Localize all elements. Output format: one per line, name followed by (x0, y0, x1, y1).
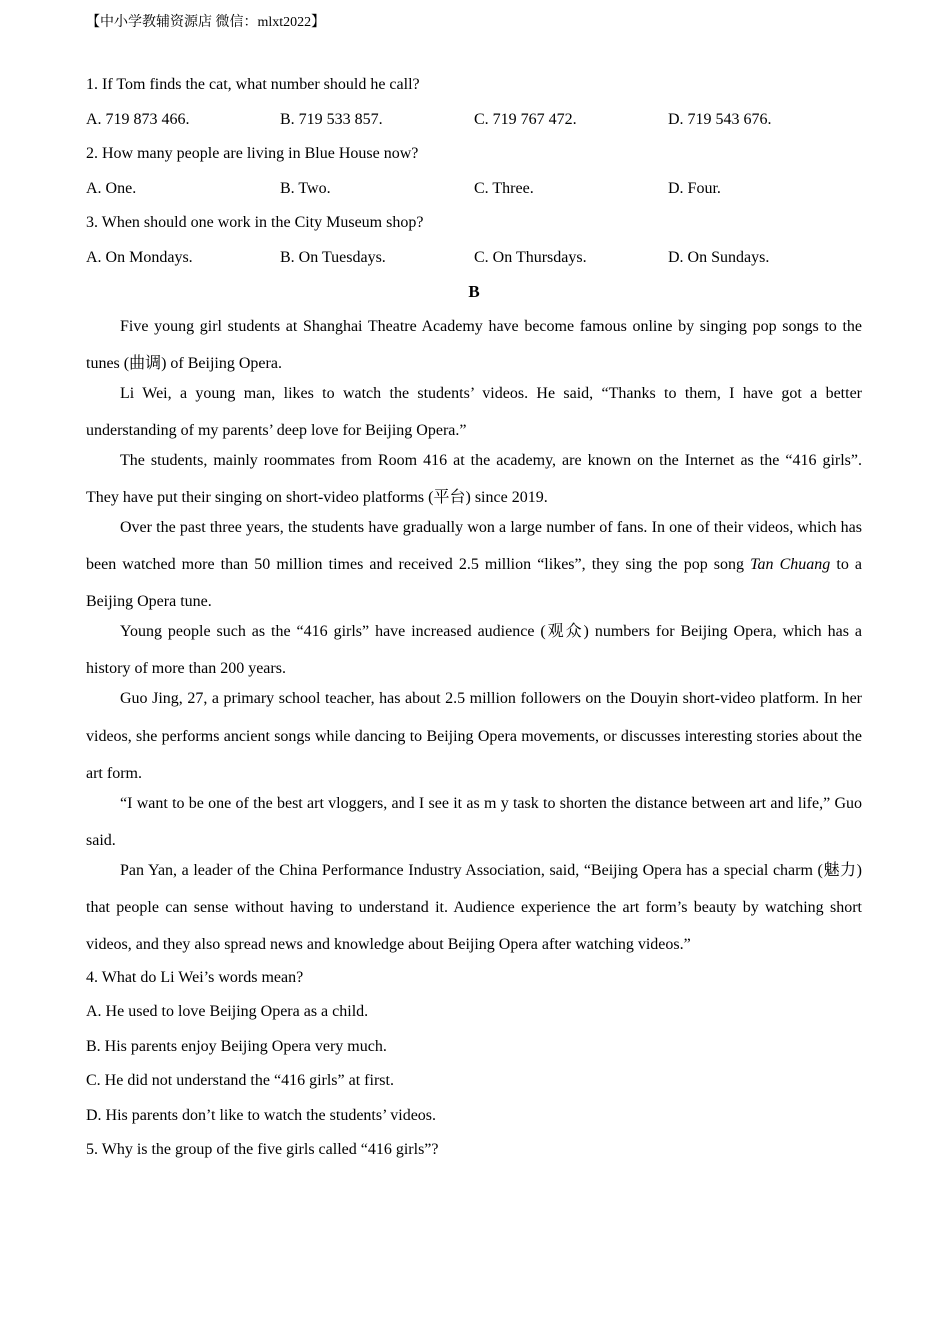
passage-paragraph-4 (86, 509, 862, 621)
passage-paragraph-5: Young people such as the “416 girls” have increased audience (观众) numbers for Beijing Opera, which has a history of more than 200 years. (86, 623, 862, 678)
option-1d: D. 719 543 676. (668, 110, 772, 128)
option-2d: D. Four. (668, 179, 721, 197)
option-4d: D. His parents don’t like to watch the students’ videos. (86, 1106, 437, 1124)
passage-paragraph-1: Five young girl students at Shanghai Theatre Academy have become famous online by singing pop songs to the tunes (曲调) of Beijing Opera. (86, 317, 862, 372)
paragraph-4-text-after: to a Beijing Opera tune. (86, 556, 863, 611)
option-4c: C. He did not understand the “416 girls” at first. (86, 1072, 394, 1090)
passage-paragraph-6: Guo Jing, 27, a primary school teacher, has about 2.5 million followers on the Douyin short-video platform. In her videos, she performs ancient songs while dancing to Beijing Opera movements, or discusses interesting stories about the art form. (86, 690, 862, 782)
paragraph-4-text-before: Over the past three years, the students have gradually won a large number of fans. In one of their videos, which has been watched more than 50 million times and received 2.5 million “likes”, they sing the pop song (86, 518, 862, 574)
passage-paragraph-7: “I want to be one of the best art vloggers, and I see it as m y task to shorten the distance between art and life,” Guo said. (86, 794, 862, 849)
option-1b: B. 719 533 857. (280, 110, 383, 128)
option-3c: C. On Thursdays. (474, 248, 587, 266)
option-3a: A. On Mondays. (86, 248, 193, 266)
option-2c: C. Three. (474, 179, 534, 197)
question-5: 5. Why is the group of the five girls called “416 girls”? (86, 1141, 439, 1159)
option-4a: A. He used to love Beijing Opera as a child. (86, 1003, 369, 1021)
question-2: 2. How many people are living in Blue House now? (86, 145, 419, 162)
option-2b: B. Two. (280, 179, 331, 197)
page-header: 【中小学教辅资源店 微信：mlxt2022】 (86, 15, 326, 30)
question-4: 4. What do Li Wei’s words mean? (86, 968, 304, 986)
option-2a: A. One. (86, 179, 137, 197)
passage-paragraph-8: Pan Yan, a leader of the China Performance Industry Association, said, “Beijing Opera has a special charm (魅力) that people can sense without having to understand it. Audience experience the art form’s beauty by watching short videos, and they also spread news and knowledge about Beijing Opera after watching videos.” (86, 861, 862, 954)
song-title: Tan Chuang (750, 556, 831, 574)
section-title: B (468, 282, 480, 301)
option-1c: C. 719 767 472. (474, 110, 577, 128)
question-2-options (86, 178, 862, 200)
passage-paragraph-2: Li Wei, a young man, likes to watch the students’ videos. He said, “Thanks to them, I have got a better understanding of my parents’ deep love for Beijing Opera.” (86, 384, 862, 439)
option-3b: B. On Tuesdays. (280, 248, 386, 266)
option-1a: A. 719 873 466. (86, 110, 190, 128)
question-3-options (86, 247, 862, 269)
passage-paragraph-3: The students, mainly roommates from Room 416 at the academy, are known on the Internet as the “416 girls”. They have put their singing on short-video platforms (平台) since 2019. (86, 451, 862, 506)
option-3d: D. On Sundays. (668, 248, 770, 266)
question-3: 3. When should one work in the City Museum shop? (86, 214, 424, 231)
question-1-options (86, 109, 862, 131)
option-4b: B. His parents enjoy Beijing Opera very much. (86, 1037, 387, 1055)
document-content (86, 74, 862, 1174)
question-1: 1. If Tom finds the cat, what number should he call? (86, 76, 420, 93)
